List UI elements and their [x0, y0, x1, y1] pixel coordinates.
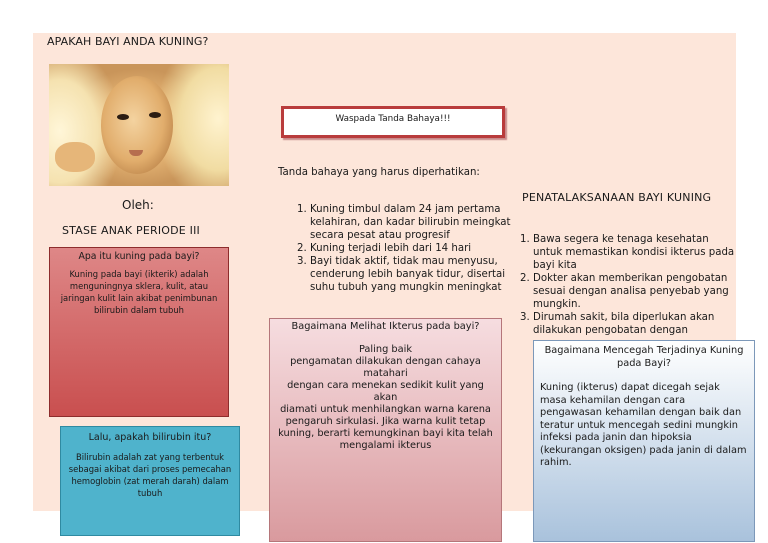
- management-list: [505, 233, 735, 341]
- danger-signs-intro-text: Tanda bahaya yang harus diperhatikan:: [278, 167, 480, 178]
- author-name: STASE ANAK PERIODE III: [62, 224, 200, 237]
- baby-photo: [49, 64, 229, 186]
- body-line: Paling baik: [358, 344, 413, 355]
- baby-right-eye: [149, 112, 161, 118]
- baby-hand: [55, 142, 95, 172]
- prevention-body: Kuning (ikterus) dapat dicegah sejak masa kehamilan dengan cara pengawasan kehamilan dengan baik dan teratur untuk mencegah sedini mungkin infeksi pada janin dan hipoksia (kekurangan oksigen) pada janin di dalam rahim.: [540, 382, 747, 468]
- definition-box: [49, 247, 229, 417]
- how-to-see-box: [269, 318, 502, 542]
- bilirubin-box: [60, 426, 240, 536]
- list-item: 2. Kuning terjadi lebih dari 14 hari: [310, 242, 518, 255]
- body-line: dengan cara menekan sedikit kulit yang akan: [287, 380, 484, 403]
- body-line: kuning, berarti kemungkinan bayi kita telah mengalami ikterus: [278, 428, 493, 451]
- brochure-title: APAKAH BAYI ANDA KUNING?: [47, 35, 209, 48]
- baby-face: [101, 76, 173, 174]
- danger-signs-list: [278, 203, 518, 311]
- definition-body: Kuning pada bayi (ikterik) adalah menguningnya sklera, kulit, atau jaringan kulit lain akibat penimbunan bilirubin dalam tubuh: [60, 269, 218, 315]
- author-label: Oleh:: [122, 198, 154, 212]
- list-item: 1. Kuning timbul dalam 24 jam pertama kelahiran, dan kadar bilirubin meingkat secara pesat atau progresif: [310, 203, 518, 242]
- danger-signs-intro: [278, 166, 480, 179]
- how-to-see-body: [276, 344, 495, 452]
- list-item: 3. Dirumah sakit, bila diperlukan akan dilakukan pengobatan dengan: [533, 311, 735, 337]
- how-to-see-heading: Bagaimana Melihat Ikterus pada bayi?: [291, 321, 480, 332]
- body-line: diamati untuk menhilangkan warna karena: [280, 404, 491, 415]
- bilirubin-body: Bilirubin adalah zat yang terbentuk sebagai akibat dari proses pemecahan hemoglobin (zat merah darah) dalam tubuh: [68, 452, 232, 498]
- definition-heading: Apa itu kuning pada bayi?: [78, 251, 200, 262]
- baby-left-eye: [117, 114, 129, 120]
- body-line: pengamatan dilakukan dengan cahaya matahari: [290, 356, 481, 379]
- body-line: pengaruh sirkulasi. Jika warna kulit tetap: [285, 416, 486, 427]
- bilirubin-heading: Lalu, apakah bilirubin itu?: [88, 432, 212, 443]
- management-title-text: PENATALAKSANAAN BAYI KUNING: [522, 191, 712, 204]
- list-item: 3. Bayi tidak aktif, tidak mau menyusu, cenderung lebih banyak tidur, disertai suhu tubuh yang mungkin meningkat: [310, 255, 518, 294]
- management-title: [522, 190, 711, 206]
- list-item: 2. Dokter akan memberikan pengobatan sesuai dengan analisa penyebab yang mungkin.: [533, 272, 735, 311]
- prevention-heading: Bagaimana Mencegah Terjadinya Kuning pada Bayi?: [544, 345, 744, 369]
- list-item: 1. Bawa segera ke tenaga kesehatan untuk memastikan kondisi ikterus pada bayi kita: [533, 233, 735, 272]
- warning-banner: Waspada Tanda Bahaya!!!: [281, 106, 505, 138]
- prevention-box: [533, 340, 755, 542]
